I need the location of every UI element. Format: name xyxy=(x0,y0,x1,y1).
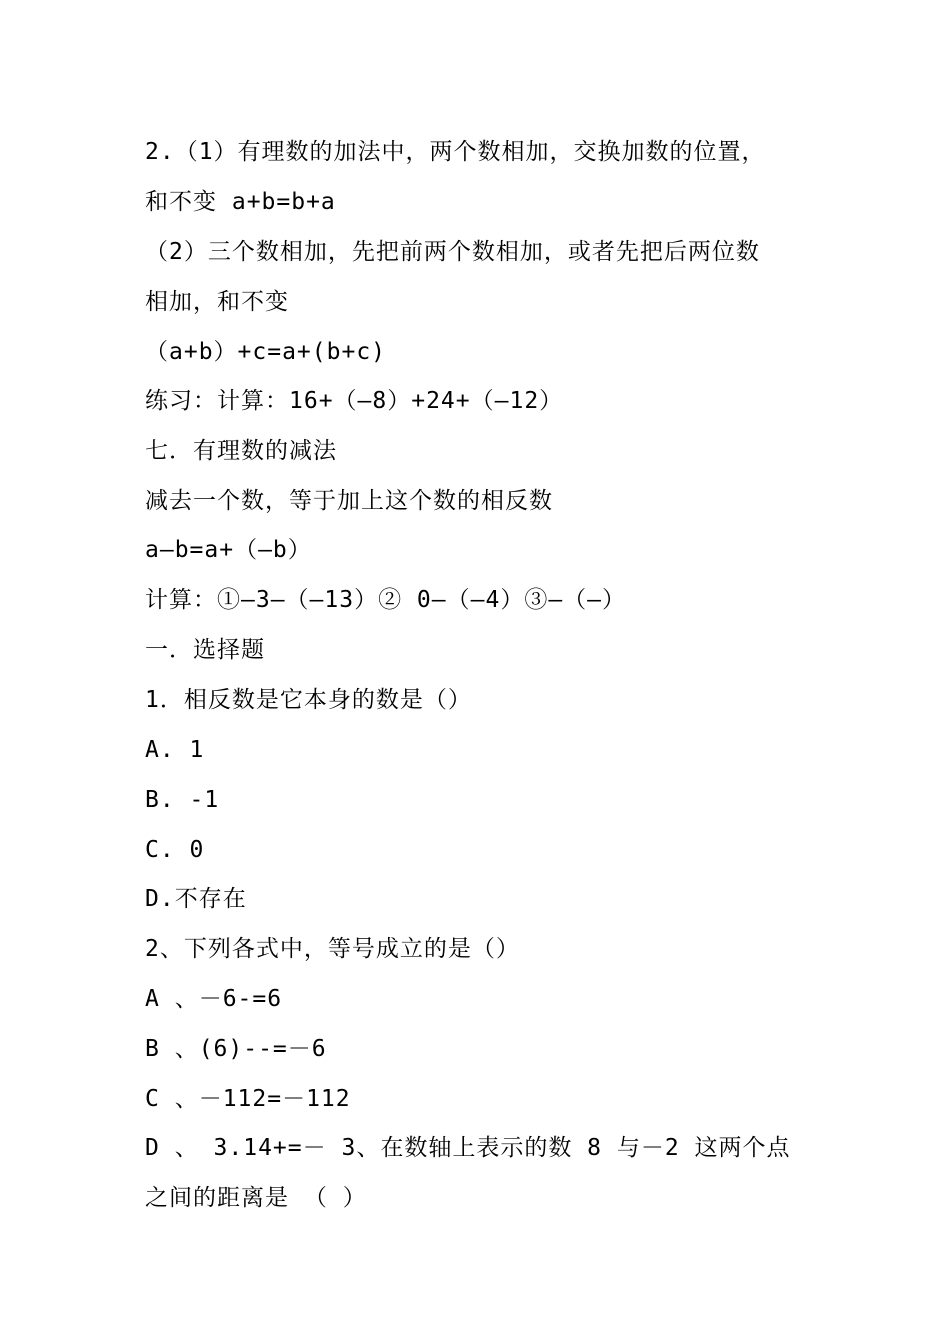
text-line-6: 练习：计算：16+（—8）+24+（—12） xyxy=(145,388,564,414)
question-3-continued: 之间的距离是 （ ） xyxy=(145,1185,367,1211)
question-2-option-c: C 、－112=－112 xyxy=(145,1086,351,1112)
text-line-8: 减去一个数，等于加上这个数的相反数 xyxy=(145,488,553,514)
question-1-option-d: D.不存在 xyxy=(145,886,247,912)
section-heading-subtraction: 七．有理数的减法 xyxy=(145,438,337,464)
question-1-option-b: B. -1 xyxy=(145,787,220,813)
question-1-option-a: A. 1 xyxy=(145,737,205,763)
question-1: 1．相反数是它本身的数是（） xyxy=(145,687,472,713)
question-2-option-b: B 、(6)--=－6 xyxy=(145,1036,327,1062)
text-line-2: 和不变 a+b=b+a xyxy=(145,189,336,215)
text-line-9: a—b=a+（—b） xyxy=(145,537,312,563)
question-2-option-d-and-question-3: D 、 3.14+=－ 3、在数轴上表示的数 8 与－2 这两个点 xyxy=(145,1135,791,1161)
text-line-5: （a+b）+c=a+(b+c) xyxy=(145,339,387,365)
section-heading-multiple-choice: 一．选择题 xyxy=(145,637,265,663)
text-line-3: （2）三个数相加，先把前两个数相加，或者先把后两位数 xyxy=(145,239,760,265)
question-2: 2、下列各式中，等号成立的是（） xyxy=(145,936,520,962)
question-1-option-c: C. 0 xyxy=(145,837,205,863)
text-line-10: 计算：①—3—（—13）② 0—（—4）③—（—） xyxy=(145,587,627,613)
question-2-option-a: A 、－6-=6 xyxy=(145,986,283,1012)
text-line-1: 2.（1）有理数的加法中，两个数相加，交换加数的位置， xyxy=(145,139,766,165)
text-line-4: 相加，和不变 xyxy=(145,289,289,315)
